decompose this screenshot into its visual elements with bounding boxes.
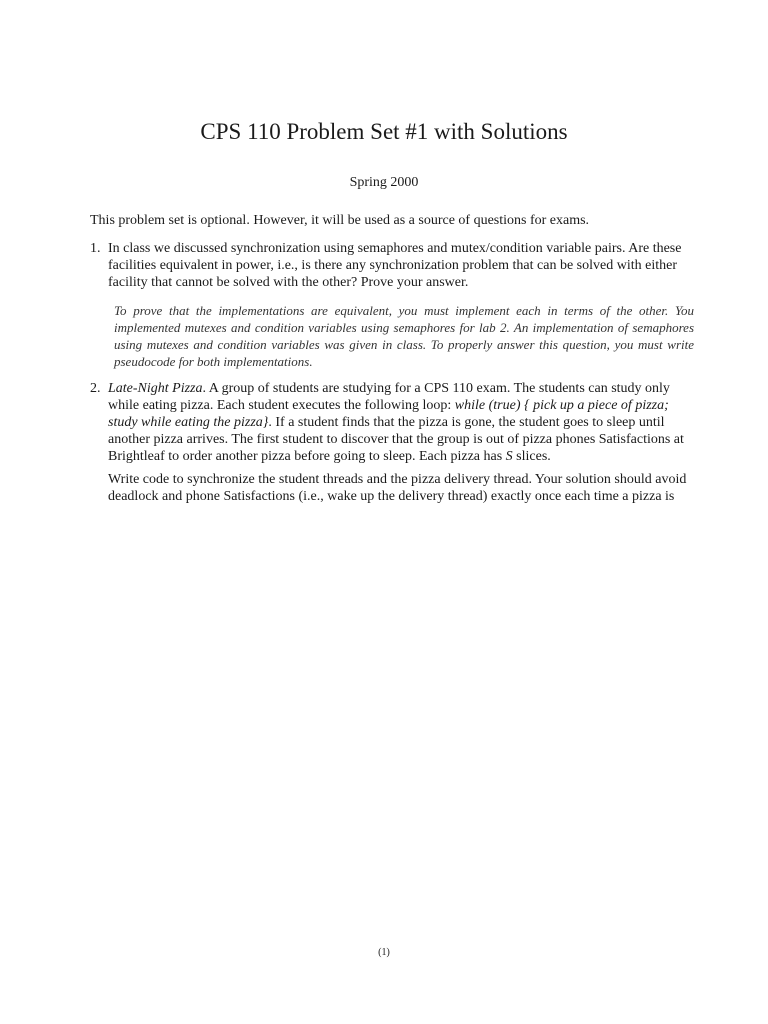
intro-paragraph: This problem set is optional. However, it will be used as a source of questions for exams. (90, 213, 590, 228)
page-title: CPS 110 Problem Set #1 with Solutions (200, 119, 568, 144)
problem-2-loop-code: while (true) { pick up a piece of pizza; study while eating the pizza} (108, 398, 669, 430)
problem-2-text-a: . A group of students are studying for a CPS 110 exam. The students can study only while eating pizza. Each student executes the following loop: (108, 381, 670, 413)
page-subtitle: Spring 2000 (349, 175, 419, 190)
problem-2-title: Late-Night Pizza (108, 381, 203, 396)
problem-1 (90, 240, 690, 291)
problem-2-text (108, 380, 690, 465)
problem-2-text-c: slices. (512, 449, 551, 464)
problem-1-number: 1. (90, 241, 101, 256)
problem-1-text: In class we discussed synchronization using semaphores and mutex/condition variable pairs. Are these facilities equivalent in power, i.e., is there any synchronization problem that can be solved with either facility that cannot be solved with the other? Prove your answer. (108, 241, 682, 290)
problem-2-slices-var: S (505, 449, 513, 464)
page-number: (1) (378, 947, 390, 958)
problem-2-paragraph-2: Write code to synchronize the student threads and the pizza delivery thread. Your solution should avoid deadlock and phone Satisfactions (i.e., wake up the delivery thread) exactly once each time a pizza is (108, 472, 687, 504)
problem-2-number: 2. (90, 381, 101, 396)
problem-2 (90, 380, 690, 465)
problem-1-solution: To prove that the implementations are equivalent, you must implement each in terms of the other. You implemented mutexes and condition variables using semaphores for lab 2. An implementation of semaphores using mutexes and condition variables was given in class. To properly answer this question, you must write pseudocode for both implementations. (114, 303, 694, 369)
problem-2-text-b: . If a student finds that the pizza is gone, the student goes to sleep until another pizza arrives. The first student to discover that the group is out of pizza phones Satisfactions at Brightleaf to order another pizza before going to sleep. Each pizza has (108, 415, 684, 464)
